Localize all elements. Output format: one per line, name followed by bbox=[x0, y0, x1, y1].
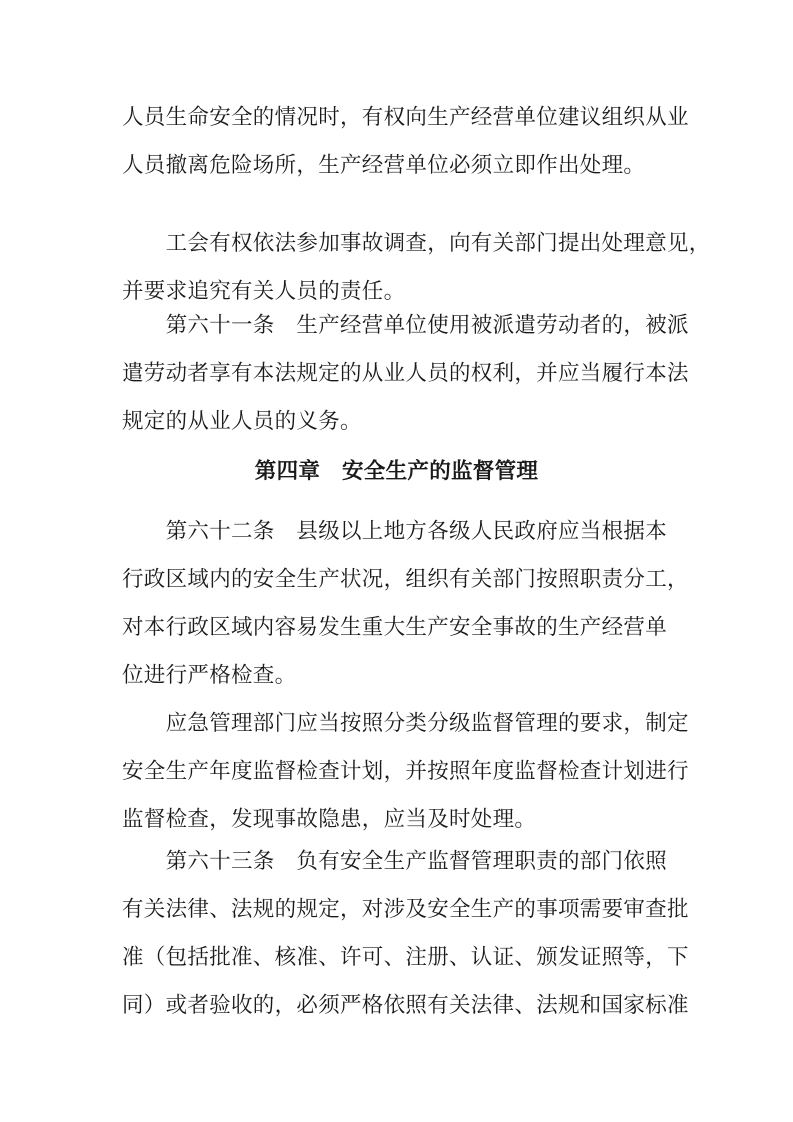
text-line: 监督检查，发现事故隐患，应当及时处理。 bbox=[122, 807, 537, 832]
text-line: 行政区域内的安全生产状况，组织有关部门按照职责分工， bbox=[122, 567, 689, 592]
text-line: 并要求追究有关人员的责任。 bbox=[122, 279, 406, 304]
paragraph-continuation bbox=[122, 94, 689, 190]
text-line: 遣劳动者享有本法规定的从业人员的权利，并应当履行本法 bbox=[122, 361, 689, 386]
article-63 bbox=[122, 838, 689, 1030]
text-line: 对本行政区域内容易发生重大生产安全事故的生产经营单 bbox=[122, 615, 668, 640]
text-line: 规定的从业人员的义务。 bbox=[122, 409, 362, 434]
article-61 bbox=[122, 302, 689, 446]
text-line: 第六十一条 生产经营单位使用被派遣劳动者的，被派 bbox=[122, 313, 689, 338]
text-line: 第六十三条 负有安全生产监督管理职责的部门依照 bbox=[122, 849, 668, 874]
text-line: 人员生命安全的情况时，有权向生产经营单位建议组织从业 bbox=[122, 105, 689, 130]
article-62 bbox=[122, 508, 689, 700]
text-line: 应急管理部门应当按照分类分级监督管理的要求，制定 bbox=[122, 711, 689, 736]
text-line: 人员撤离危险场所，生产经营单位必须立即作出处理。 bbox=[122, 153, 646, 178]
text-line: 工会有权依法参加事故调查，向有关部门提出处理意见， bbox=[122, 231, 711, 256]
text-line: 第六十二条 县级以上地方各级人民政府应当根据本 bbox=[122, 519, 668, 544]
text-line: 有关法律、法规的规定，对涉及安全生产的事项需要审查批 bbox=[122, 897, 689, 922]
text-line: 位进行严格检查。 bbox=[122, 663, 297, 688]
text-line: 准（包括批准、核准、许可、注册、认证、颁发证照等，下 bbox=[122, 945, 689, 970]
text-line: 同）或者验收的，必须严格依照有关法律、法规和国家标准 bbox=[122, 993, 689, 1018]
paragraph-emergency-management bbox=[122, 700, 689, 844]
chapter-heading: 第四章 安全生产的监督管理 bbox=[254, 459, 539, 484]
text-line: 安全生产年度监督检查计划，并按照年度监督检查计划进行 bbox=[122, 759, 689, 784]
